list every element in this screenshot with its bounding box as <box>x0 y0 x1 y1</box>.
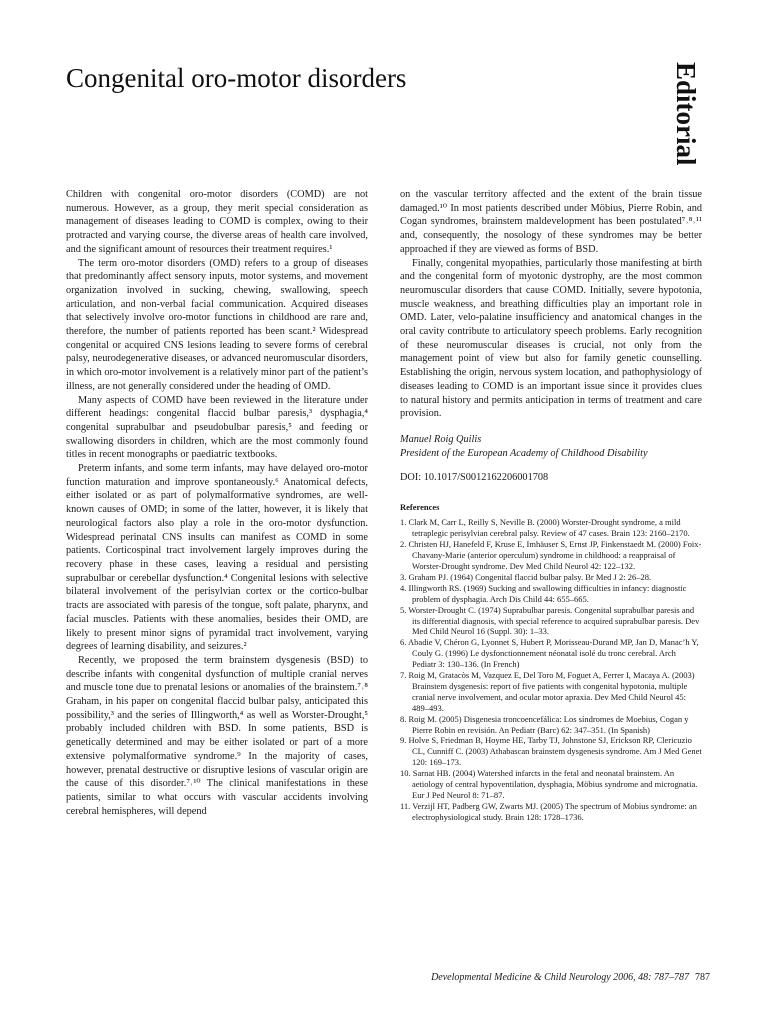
body-paragraph: Many aspects of COMD have been reviewed in the literature under different headings: congenital flaccid bulbar paresis,³ dysphagia,⁴ congenital suprabulbar and pseudobulbar paresis,⁵ and feeding or swallowing disorders in children, which are the most commonly found titles in recent monographs or paediatric textbooks. <box>66 394 368 461</box>
body-paragraph: Children with congenital oro-motor disorders (COMD) are not numerous. However, as a group, they merit special consideration as management of diseases leading to COMD is complex, owing to their protracted and varying course, the diverse areas of health care involved, and the significant amount of resources their treatment requires.¹ <box>66 189 368 255</box>
references-heading: References <box>400 501 440 512</box>
reference-item: 2. Christen HJ, Hanefeld F, Kruse E, Imhäuser S, Ernst JP, Finkenstaedt M. (2000) Foix-Chavany-Marie (anterior operculum) syndrome in childhood: a reappraisal of Worster-Drought syndrome. Dev Med Child Neurol 42: 122–132. <box>400 539 702 571</box>
section-label <box>662 62 710 186</box>
reference-item: 9. Holve S, Friedman B, Hoyme HE, Tarby TJ, Johnstone SJ, Erickson RP, Clericuzio CL, Cunniff C. (2003) Athabascan brainstem dysgenesis syndrome. Am J Med Genet 120: 169–173. <box>400 735 702 768</box>
doi-link[interactable]: DOI: 10.1017/S0012162206001708 <box>400 471 549 483</box>
author-signature <box>400 433 702 461</box>
body-paragraph: on the vascular territory affected and the extent of the brain tissue damaged.¹⁰ In most patients described under Möbius, Pierre Robin, and Cogan syndromes, brainstem maldevelopment has been postulated⁷˒⁸˒¹¹ and, consequently, the nosology of these syndromes may be better approached if they are viewed as forms of BSD. <box>400 189 702 255</box>
author-name: Manuel Roig Quilis <box>400 433 482 445</box>
left-column <box>66 188 368 818</box>
reference-item: 3. Graham PJ. (1964) Congenital flaccid bulbar palsy. Br Med J 2: 26–28. <box>400 571 652 582</box>
reference-item: 5. Worster-Drought C. (1974) Suprabulbar paresis. Congenital suprabulbar paresis and its differential diagnosis, with special reference to acquired suprabulbar paresis. Dev Med Child Neurol 16 (Suppl. 30): 1–33. <box>400 604 700 637</box>
page-number: 787 <box>695 972 710 983</box>
reference-item: 11. Verzijl HT, Padberg GW, Zwarts MJ. (2005) The spectrum of Mobius syndrome: an electrophysiological study. Brain 128: 1728–1736. <box>400 800 697 822</box>
reference-item: 10. Sarnat HB. (2004) Watershed infarcts in the fetal and neonatal brainstem. An aetiology of central hypoventilation, dysphagia, Möbius syndrome and micrognatia. Eur J Ped Neurol 8: 71–87. <box>400 768 698 801</box>
reference-item: 7. Roig M, Gratacòs M, Vazquez E, Del Toro M, Foguet A, Ferrer I, Macaya A. (2003) Brainstem dysgenesis: report of five patients with congenital hypotonia, multiple cranial nerve involvement, and ocular motor apraxia. Dev Med Child Neurol 45: 489–493. <box>400 670 695 713</box>
reference-item: 1. Clark M, Carr L, Reilly S, Neville B. (2000) Worster-Drought syndrome, a mild tetraplegic perisylvian cerebral palsy. Review of 47 cases. Brain 123: 2160–2170. <box>400 517 690 539</box>
reference-item: 8. Roig M. (2005) Disgenesia troncoencefálica: Los síndromes de Moebius, Cogan y Pierre Robin en revisión. An Pediatr (Barc) 62: 347–351. (In Spanish) <box>400 713 689 735</box>
right-column <box>400 188 702 823</box>
body-paragraph: Preterm infants, and some term infants, may have delayed oro-motor function maturation and improve spontaneously.⁶ Anatomical defects, either isolated or as part of polymalformative syndromes, are well-known causes of OMD; in some of the latter, however, it is likely that neurological factors also play a role in the oro-motor dysfunction. Widespread perinatal CNS insults can manifest as COMD in some patients. Corticospinal tract involvement largely improves during the recovery phase in these cases, leaving a residual and persisting suprabulbar or cerebellar dysfunction.⁴ Congenital lesions with selective bilateral involvement of the perisylvian cortex or the cortico-bulbar tracts are associated with paresis of the tongue, soft palate, pharynx, and facial muscles. Patients with these anomalies, besides their OMD, are likely to present minor signs of pyramidal tract involvement, varying degrees of learning disability, and seizures.² <box>66 463 368 653</box>
body-paragraph: Recently, we proposed the term brainstem dysgenesis (BSD) to describe infants with congenital dysfunction of multiple cranial nerves and muscle tone due to prenatal lesions or anomalies of the brainstem.⁷˒⁸ Graham, in his paper on congenital flaccid bulbar palsy, anticipated this possibility,³ and the series of Illingworth,⁴ as well as Worster-Drought,⁵ probably included children with BSD. In some patients, BSD is genetically determined and may be either isolated or part of a more extensive polymalformative syndrome.⁹ In the majority of cases, however, prenatal destructive or disruptive lesions of vascular origin are the cause of this disorder.⁷˒¹⁰ The clinical manifestations in these patients, similar to what occurs with vascular accidents involving cerebral hemispheres, will depend <box>66 654 368 817</box>
page-footer <box>360 972 710 983</box>
body-paragraph: The term oro-motor disorders (OMD) refers to a group of diseases that predominantly affect sensory inputs, motor systems, and movement organization involved in sucking, chewing, swallowing, speech articulation, and non-verbal facial communication. Acquired diseases that selectively involve oro-motor functions in childhood are rare and, therefore, the number of patients reported has been scant.² Widespread congenital or acquired CNS lesions leading to severe forms of cerebral palsy, neurodegenerative diseases, or advanced neuromuscular disorders, in which oro-motor involvement is a relatively minor part of the patient’s illness, are not generally considered under the heading of OMD. <box>66 257 368 392</box>
body-paragraph: Finally, congenital myopathies, particularly those manifesting at birth and the congenital form of myotonic dystrophy, are the most common neuromuscular disorders that cause COMD. Initially, severe hypotonia, muscle weakness, and breathing difficulties play an important role in OMD. Later, velo-palatine insufficiency and anatomical changes in the oral cavity contribute to articulatory speech problems. Early recognition of these neuromuscular diseases is crucial, not only from the management point of view but also for family genetic counselling. Establishing the origin, nervous system location, and pathophysiology of diseases leading to COMD is an important issue since it provides clues to natural history and permits anticipation in terms of treatment and care provision. <box>400 257 702 420</box>
section-label-text: Editorial <box>671 62 701 166</box>
article-title: Congenital oro-motor disorders <box>66 63 407 93</box>
reference-item: 4. Illingworth RS. (1969) Sucking and swallowing difficulties in infancy: diagnostic problem of dysphagia. Arch Dis Child 44: 655–665. <box>400 582 687 604</box>
author-affiliation: President of the European Academy of Childhood Disability <box>400 447 648 459</box>
journal-citation: Developmental Medicine & Child Neurology 2006, 48: 787–787 <box>431 972 689 983</box>
reference-list <box>400 517 702 822</box>
reference-item: 6. Abadie V, Chéron G, Lyonnet S, Hubert P, Morisseau-Durand MP, Jan D, Manac’h Y, Couly G. (1996) Le dysfonctionnement néonatal isolé du tronc cerebral. Arch Pediatr 3: 130–136. (In French) <box>400 637 699 670</box>
